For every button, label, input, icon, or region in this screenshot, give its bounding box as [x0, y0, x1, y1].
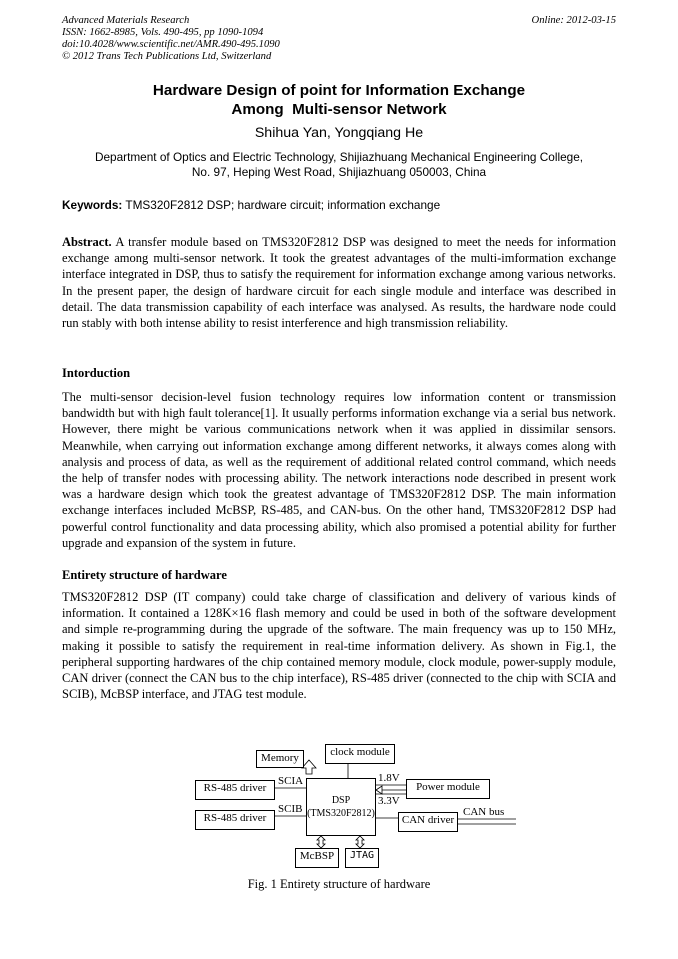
clock-module-box: clock module	[325, 744, 395, 764]
power-module-box: Power module	[406, 779, 490, 799]
doi-line: doi:10.4028/www.scientific.net/AMR.490-495.1090	[62, 39, 280, 50]
scib-label: SCIB	[278, 803, 303, 815]
affiliation-line-2: No. 97, Heping West Road, Shijiazhuang 050003, China	[191, 165, 487, 179]
keywords-label: Keywords:	[62, 198, 123, 212]
abstract-label: Abstract.	[62, 235, 112, 249]
memory-box: Memory	[256, 750, 304, 768]
section-heading-introduction: Intorduction	[62, 366, 131, 380]
figure-1-diagram	[180, 738, 520, 874]
section-heading-entirety: Entirety structure of hardware	[62, 568, 227, 582]
title-line-2: Among Multi-sensor Network	[231, 101, 447, 118]
voltage-1-8v-label: 1.8V	[378, 772, 400, 784]
dsp-box	[306, 778, 376, 836]
online-date: Online: 2012-03-15	[531, 15, 616, 26]
jtag-box: JTAG	[345, 848, 379, 868]
authors: Shihua Yan, Yongqiang He	[254, 125, 424, 141]
rs485-driver-a-box: RS-485 driver	[195, 780, 275, 800]
can-driver-box: CAN driver	[398, 812, 458, 832]
mcbsp-box: McBSP	[295, 848, 339, 868]
entirety-paragraph: TMS320F2812 DSP (IT company) could take charge of classification and delivery of various kinds of information. It contained a 128K×16 flash memory and could be used in both of the software development and simple re-programming during the upgrade of the software. The main frequency was up to 150 MHz, making it possible to satisfy the requirement in real-time information delivery. As shown in Fig.1, the peripheral supporting hardwares of the chip contained memory module, clock module, power-supply module, CAN driver (connect the CAN bus to the chip interface), RS-485 driver (connected to the chip with SCIA and SCIB), McBSP interface, and JTAG test module.	[62, 590, 616, 702]
journal-header	[62, 15, 280, 63]
voltage-3-3v-label: 3.3V	[378, 795, 400, 807]
keywords	[62, 198, 616, 213]
dsp-model-label: (TMS320F2812)	[307, 808, 375, 819]
paper-title	[62, 81, 616, 119]
abstract-text: A transfer module based on TMS320F2812 DSP was designed to meet the needs for information exchange among multi-sensor network. It took the greatest advantages of the multi-imformation exchange interface integrated in DSP, thus to satisfy the requirement for information exchange among various networks. In the present paper, the design of hardware circuit for each single module and interface was described in detail. The data transmission capability of each interface was analysed. As results, the hardware node could run stably with both intense ability to resist interference and high transmission reliability.	[62, 235, 616, 331]
introduction-paragraph: The multi-sensor decision-level fusion technology requires low information content or transmission bandwidth but with high fault tolerance[1]. It usually performs information exchange via a serial bus network. However, there might be various communications network when it was applied in dissimilar sensors. Meanwhile, when carrying out information exchange among different networks, it always comes along with analysis and process of data, as well as the requirement of additional related control command, which needs the help of transfer nodes with processing ability. The network interactions node described in present work was a hardware design which took the greatest advantage of TMS320F2812 DSP. The main information exchange interfaces included McBSP, RS-485, and CAN-bus. On the other hand, TMS320F2812 DSP had powerful control functionality and data processing ability, which also promised a potential ability for further upgrade and expansion of the system in future.	[62, 390, 616, 550]
affiliation-line-1: Department of Optics and Electric Technology, Shijiazhuang Mechanical Engineering College,	[94, 150, 584, 164]
journal-name: Advanced Materials Research	[62, 15, 190, 26]
issn-line: ISSN: 1662-8985, Vols. 490-495, pp 1090-1094	[62, 27, 264, 38]
copyright-line: © 2012 Trans Tech Publications Ltd, Switzerland	[62, 51, 272, 62]
title-line-1: Hardware Design of point for Information Exchange	[152, 82, 526, 99]
abstract	[62, 234, 616, 331]
can-bus-label: CAN bus	[463, 806, 505, 818]
scia-label: SCIA	[278, 775, 304, 787]
affiliation	[62, 150, 616, 180]
rs485-driver-b-box: RS-485 driver	[195, 810, 275, 830]
dsp-label: DSP	[331, 795, 351, 806]
figure-1-caption: Fig. 1 Entirety structure of hardware	[247, 877, 431, 891]
keywords-text: TMS320F2812 DSP; hardware circuit; information exchange	[125, 198, 441, 212]
